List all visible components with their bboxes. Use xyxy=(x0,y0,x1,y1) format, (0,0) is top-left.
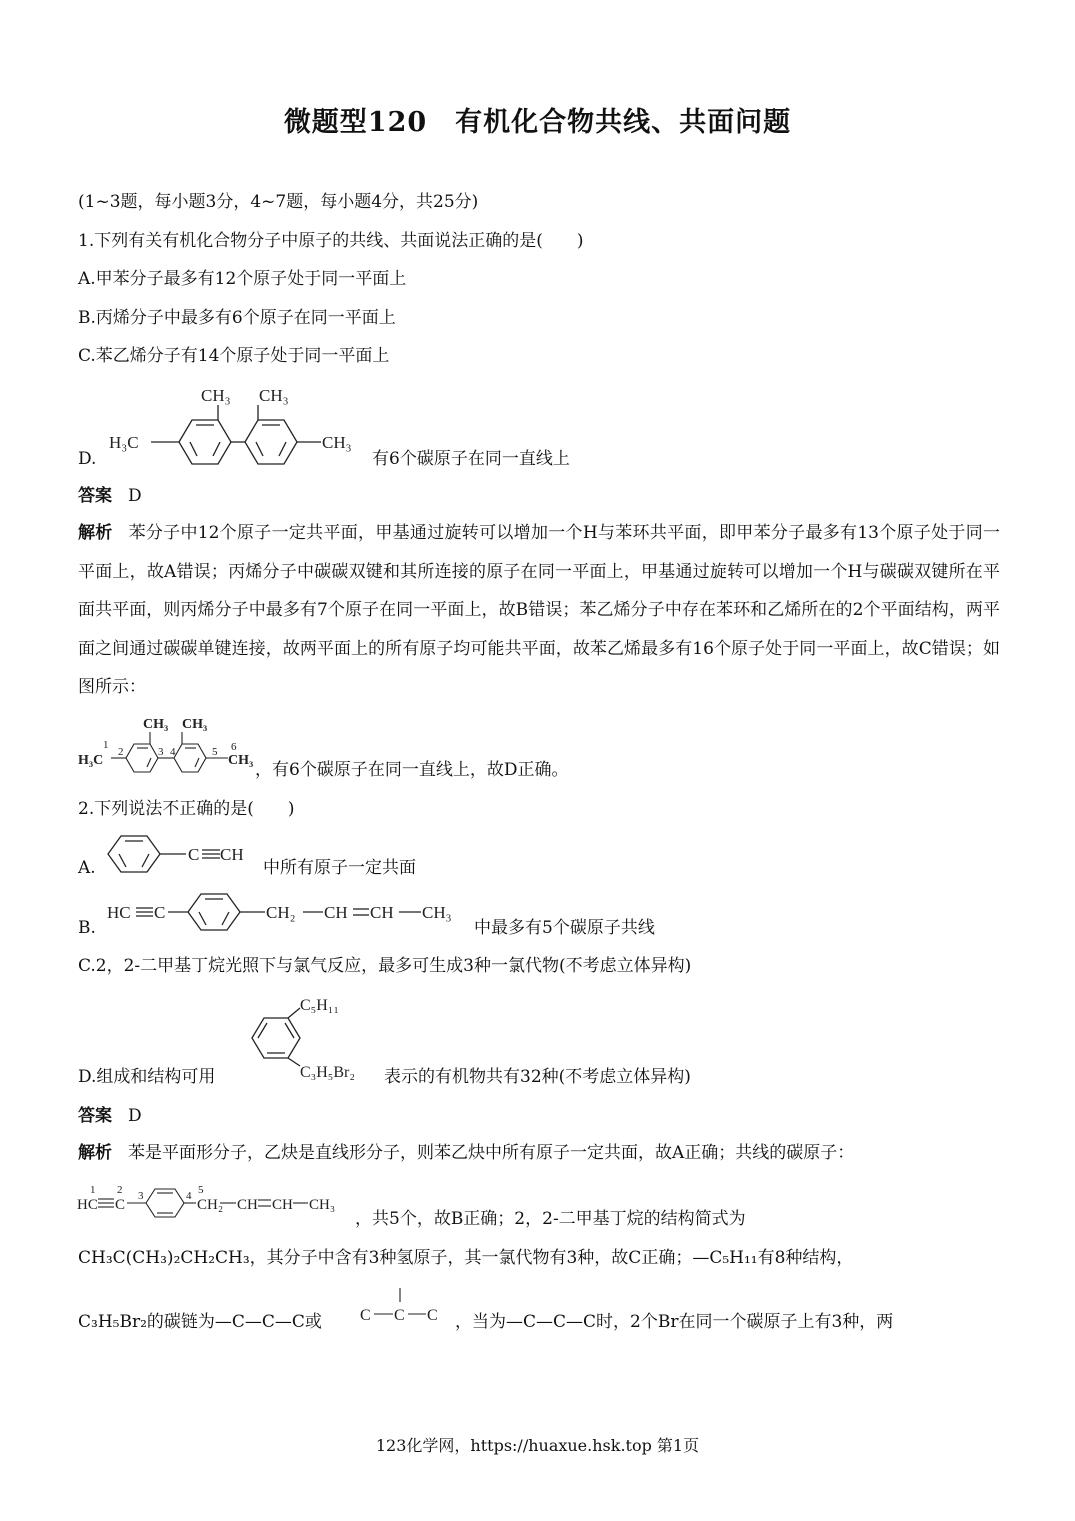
q1-option-d-prefix: D. xyxy=(78,449,97,469)
c-small: C xyxy=(115,1197,126,1213)
q2-analysis-text-3: CH₃C(CH₃)₂CH₂CH₃，其分子中含有3种氢原子，其一氯代物有3种，故C正确；—C₅H₁₁有8种结构， xyxy=(78,1248,854,1268)
atom-number-1: 1 xyxy=(90,1184,96,1196)
q1-option-b: B.丙烯分子中最多有6个原子在同一平面上 xyxy=(78,308,396,328)
atom-number-2: 2 xyxy=(118,746,124,758)
hc-small: HC xyxy=(77,1197,98,1213)
ch-label-2: CH xyxy=(370,903,394,922)
branched-carbon-chain xyxy=(356,1280,446,1330)
score-intro: (1~3题，每小题3分，4~7题，每小题4分，共25分) xyxy=(78,192,479,212)
answer-value: D xyxy=(128,1106,142,1126)
q2-option-d-suffix: 表示的有机物共有32种(不考虑立体异构) xyxy=(384,1067,691,1087)
h3c-label: H₃C xyxy=(109,433,139,452)
ch2-label: CH₂ xyxy=(266,903,296,922)
q1-option-a: A.甲苯分子最多有12个原子处于同一平面上 xyxy=(78,269,407,289)
ch2-small: CH₂ xyxy=(197,1197,224,1213)
q2-answer xyxy=(78,1104,142,1128)
atom-number-5: 5 xyxy=(212,746,218,758)
answer-label: 答案 xyxy=(78,1106,112,1126)
atom-number-4: 4 xyxy=(186,1190,192,1202)
numbered-dimethylbiphenyl-structure xyxy=(78,708,263,780)
ch3-label-b: CH₃ xyxy=(422,903,452,922)
answer-label: 答案 xyxy=(78,486,112,506)
acetylene-ch-label: CH xyxy=(220,845,244,864)
q2-option-d-prefix: D.组成和结构可用 xyxy=(78,1067,216,1087)
q1-analysis-text: 苯分子中12个原子一定共平面，甲基通过旋转可以增加一个H与苯环共平面，即甲苯分子最多有13个原子处于同一平面上，故A错误；丙烯分子中碳碳双键和其所连接的原子在同一平面上，甲基通过旋转可以增加一个H与碳碳双键所在平面共平面，则丙烯分子中最多有7个原子在同一平面上，故B错误；苯乙烯分子中存在苯环和乙烯所在的2个平面结构，两平面之间通过碳碳单键连接，故两平面上的所有原子均可能共平面，故苯乙烯最多有16个原子处于同一平面上，故C错误；如图所示： xyxy=(78,523,1001,697)
atom-number-3: 3 xyxy=(158,746,164,758)
ch3-small-1: CH₃ xyxy=(143,717,169,732)
phenylacetylene-structure xyxy=(104,832,254,882)
ch-label-1: CH xyxy=(324,903,348,922)
dimethylbiphenyl-structure xyxy=(105,380,370,472)
atom-number-4: 4 xyxy=(170,746,176,758)
q2-option-c: C.2，2-二甲基丁烷光照下与氯气反应，最多可生成3种一氯代物(不考虑立体异构) xyxy=(78,956,692,976)
acetylene-c-label: C xyxy=(188,845,200,864)
q2-option-b-prefix: B. xyxy=(78,918,96,938)
q2-analysis-line1 xyxy=(78,1134,1000,1172)
q1-analysis xyxy=(78,514,1000,707)
ch3-small-3: CH₃ xyxy=(228,753,254,768)
ch3-small-2: CH₃ xyxy=(182,717,208,732)
ch-small-2: CH xyxy=(272,1197,293,1213)
q2-option-a-suffix: 中所有原子一定共面 xyxy=(263,858,416,878)
ch-small-1: CH xyxy=(237,1197,258,1213)
chain-c-1: C xyxy=(360,1307,371,1324)
q2-option-b-suffix: 中最多有5个碳原子共线 xyxy=(474,918,655,938)
page-footer: 123化学网，https://huaxue.hsk.top 第1页 xyxy=(375,1436,700,1455)
disubstituted-benzene-structure xyxy=(244,990,379,1085)
q1-option-d-suffix: 有6个碳原子在同一直线上 xyxy=(372,449,570,469)
c3h5br2-label: C₃H₅Br₂ xyxy=(300,1064,355,1081)
q1-stem: 1.下列有关有机化合物分子中原子的共线、共面说法正确的是( ) xyxy=(78,231,584,251)
ch3-label-1: CH₃ xyxy=(201,386,231,405)
analysis-label: 解析 xyxy=(78,523,113,543)
q2-stem: 2.下列说法不正确的是( ) xyxy=(78,799,295,819)
q1-analysis-tail: ，有6个碳原子在同一直线上，故D正确。 xyxy=(255,760,569,780)
q2-analysis-text-4a: C₃H₅Br₂的碳链为—C—C—C或 xyxy=(78,1312,322,1332)
hc-label: HC xyxy=(107,903,131,922)
atom-number-3: 3 xyxy=(138,1190,144,1202)
h3c-small: H₃C xyxy=(78,753,104,768)
phenylethynyl-butene-structure xyxy=(105,890,465,942)
c5h11-label: C₅H₁₁ xyxy=(300,997,339,1014)
atom-number-2: 2 xyxy=(117,1184,123,1196)
q1-option-c: C.苯乙烯分子有14个原子处于同一平面上 xyxy=(78,346,390,366)
atom-number-6: 6 xyxy=(231,741,237,753)
answer-value: D xyxy=(128,486,142,506)
q2-option-a-prefix: A. xyxy=(78,858,96,878)
atom-number-5: 5 xyxy=(198,1184,204,1196)
ch3-label-2: CH₃ xyxy=(259,386,289,405)
atom-number-1: 1 xyxy=(103,739,109,751)
q1-answer xyxy=(78,484,142,508)
chain-c-3: C xyxy=(427,1307,438,1324)
q2-analysis-text-2: ，共5个，故B正确；2，2-二甲基丁烷的结构简式为 xyxy=(355,1209,746,1229)
ch3-label-3: CH₃ xyxy=(322,433,352,452)
analysis-label: 解析 xyxy=(78,1143,112,1163)
q2-analysis-text-4b: ，当为—C—C—C时，2个Br在同一个碳原子上有3种，两 xyxy=(455,1312,894,1332)
numbered-phenylethynyl-butene xyxy=(76,1177,361,1223)
page-title: 微题型120 有机化合物共线、共面问题 xyxy=(283,107,792,138)
chain-c-2: C xyxy=(394,1307,405,1324)
ch3-small-b: CH₃ xyxy=(309,1197,336,1213)
c-label: C xyxy=(154,903,166,922)
q2-analysis-text-1: 苯是平面形分子，乙炔是直线形分子，则苯乙炔中所有原子一定共面，故A正确；共线的碳原子： xyxy=(128,1143,855,1163)
